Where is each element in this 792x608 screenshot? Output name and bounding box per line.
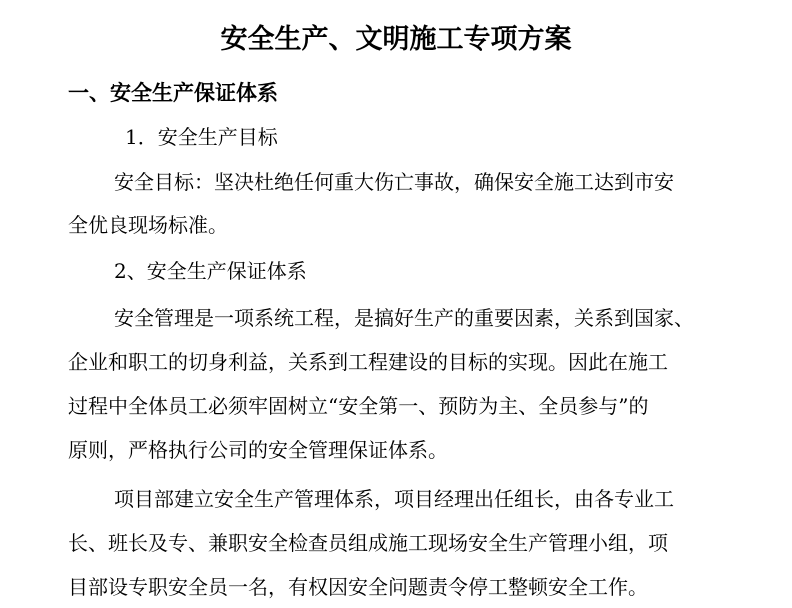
subsection-heading-goal: 1．安全生产目标 <box>125 125 278 149</box>
paragraph-line: 项目部建立安全生产管理体系，项目经理出任组长，由各专业工 <box>114 487 674 511</box>
paragraph-line: 全优良现场标准。 <box>68 213 228 237</box>
paragraph-line: 长、班长及专、兼职安全检查员组成施工现场安全生产管理小组，项 <box>68 531 668 555</box>
subsection-heading-system: 2、安全生产保证体系 <box>114 259 307 283</box>
paragraph-line: 原则，严格执行公司的安全管理保证体系。 <box>68 438 448 462</box>
paragraph-line: 目部设专职安全员一名，有权因安全问题责令停工整顿安全工作。 <box>68 575 648 599</box>
paragraph-line: 过程中全体员工必须牢固树立“安全第一、预防为主、全员参与”的 <box>68 394 649 418</box>
section-heading: 一、安全生产保证体系 <box>68 80 278 105</box>
paragraph-line: 安全目标：坚决杜绝任何重大伤亡事故，确保安全施工达到市安 <box>114 170 674 194</box>
paragraph-line: 安全管理是一项系统工程，是搞好生产的重要因素，关系到国家、 <box>114 306 694 330</box>
document-title: 安全生产、文明施工专项方案 <box>220 24 572 55</box>
paragraph-line: 企业和职工的切身利益，关系到工程建设的目标的实现。因此在施工 <box>68 350 668 374</box>
